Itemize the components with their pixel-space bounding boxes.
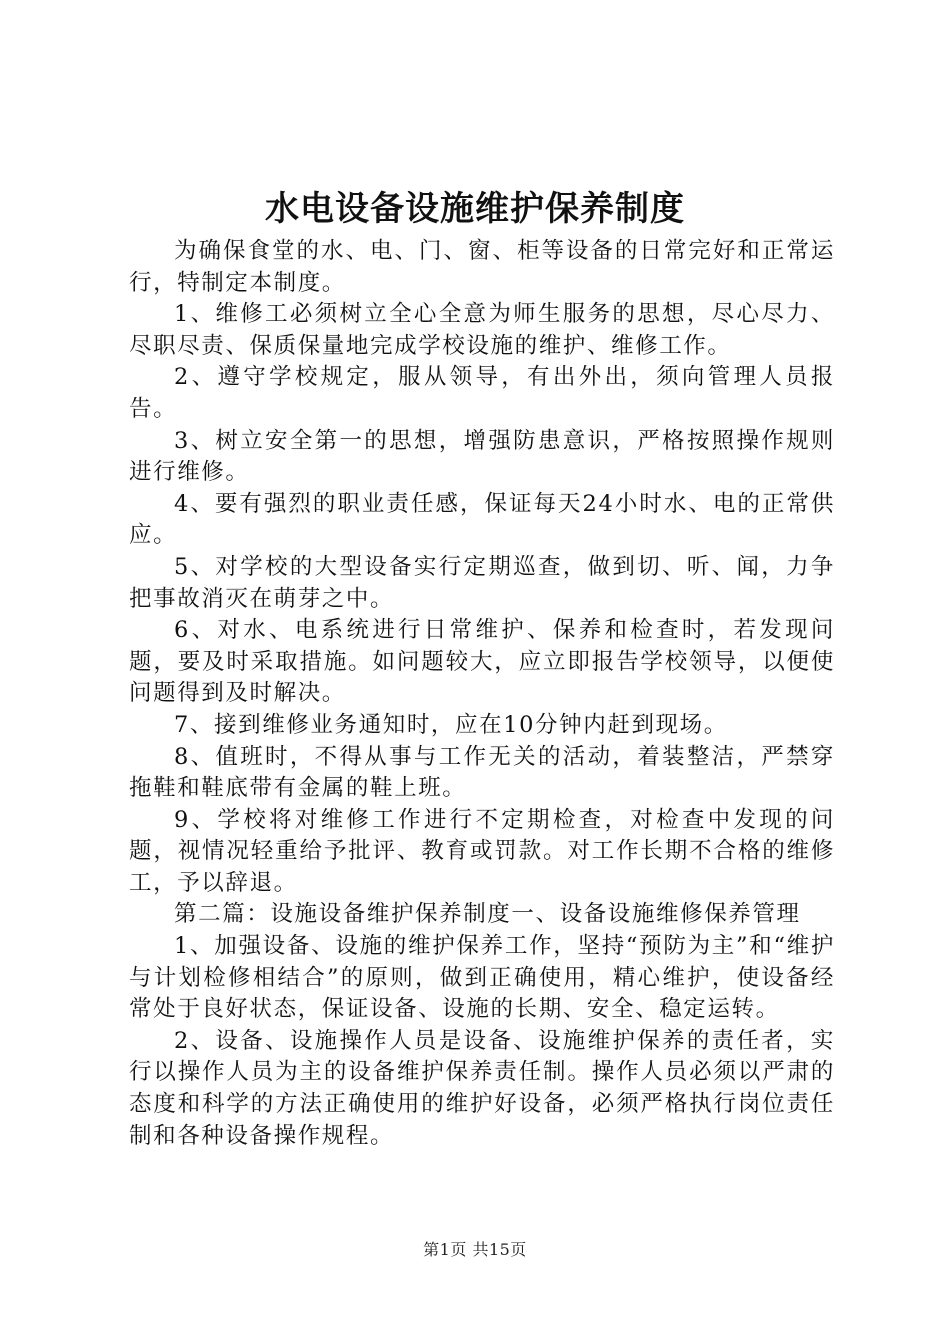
paragraph-part-two-item-1: 1、加强设备、设施的维护保养工作，坚持“预防为主”和“维护与计划检修相结合”的原则，做到正确使用，精心维护，使设备经常处于良好状态，保证设备、设施的长期、安全、稳定运转。 bbox=[129, 933, 835, 1023]
page-footer: 第1页 共15页 bbox=[423, 1240, 527, 1259]
paragraph-part-two-item-2: 2、设备、设施操作人员是设备、设施维护保养的责任者，实行以操作人员为主的设备维护保养责任制。操作人员必须以严肃的态度和科学的方法正确使用的维护好设备，必须严格执行岗位责任制和各种设备操作规程。 bbox=[129, 1027, 835, 1149]
document-body bbox=[129, 236, 835, 1152]
paragraph-item-8: 8、值班时，不得从事与工作无关的活动，着装整洁，严禁穿拖鞋和鞋底带有金属的鞋上班。 bbox=[129, 743, 835, 802]
paragraph-item-1: 1、维修工必须树立全心全意为师生服务的思想，尽心尽力、尽职尽责、保质保量地完成学校设施的维护、维修工作。 bbox=[129, 301, 835, 359]
paragraph-item-2: 2、遵守学校规定，服从领导，有出外出，须向管理人员报告。 bbox=[129, 364, 835, 422]
document-title: 水电设备设施维护保养制度 bbox=[265, 189, 685, 229]
paragraph-item-5: 5、对学校的大型设备实行定期巡查，做到切、听、闻，力争把事故消灭在萌芽之中。 bbox=[129, 553, 835, 612]
paragraph-item-6: 6、对水、电系统进行日常维护、保养和检查时，若发现问题，要及时采取措施。如问题较大，应立即报告学校领导，以便使问题得到及时解决。 bbox=[129, 617, 835, 707]
paragraph-item-7: 7、接到维修业务通知时，应在10分钟内赶到现场。 bbox=[174, 711, 728, 738]
section-heading-part-two: 第二篇：设施设备维护保养制度一、设备设施维修保养管理 bbox=[174, 901, 801, 928]
paragraph-intro: 为确保食堂的水、电、门、窗、柜等设备的日常完好和正常运行，特制定本制度。 bbox=[129, 238, 835, 296]
paragraph-item-3: 3、树立安全第一的思想，增强防患意识，严格按照操作规则进行维修。 bbox=[129, 427, 835, 486]
paragraph-item-4: 4、要有强烈的职业责任感，保证每天24小时水、电的正常供应。 bbox=[129, 490, 835, 549]
paragraph-item-9: 9、学校将对维修工作进行不定期检查，对检查中发现的问题，视情况轻重给予批评、教育或罚款。对工作长期不合格的维修工，予以辞退。 bbox=[129, 806, 835, 896]
